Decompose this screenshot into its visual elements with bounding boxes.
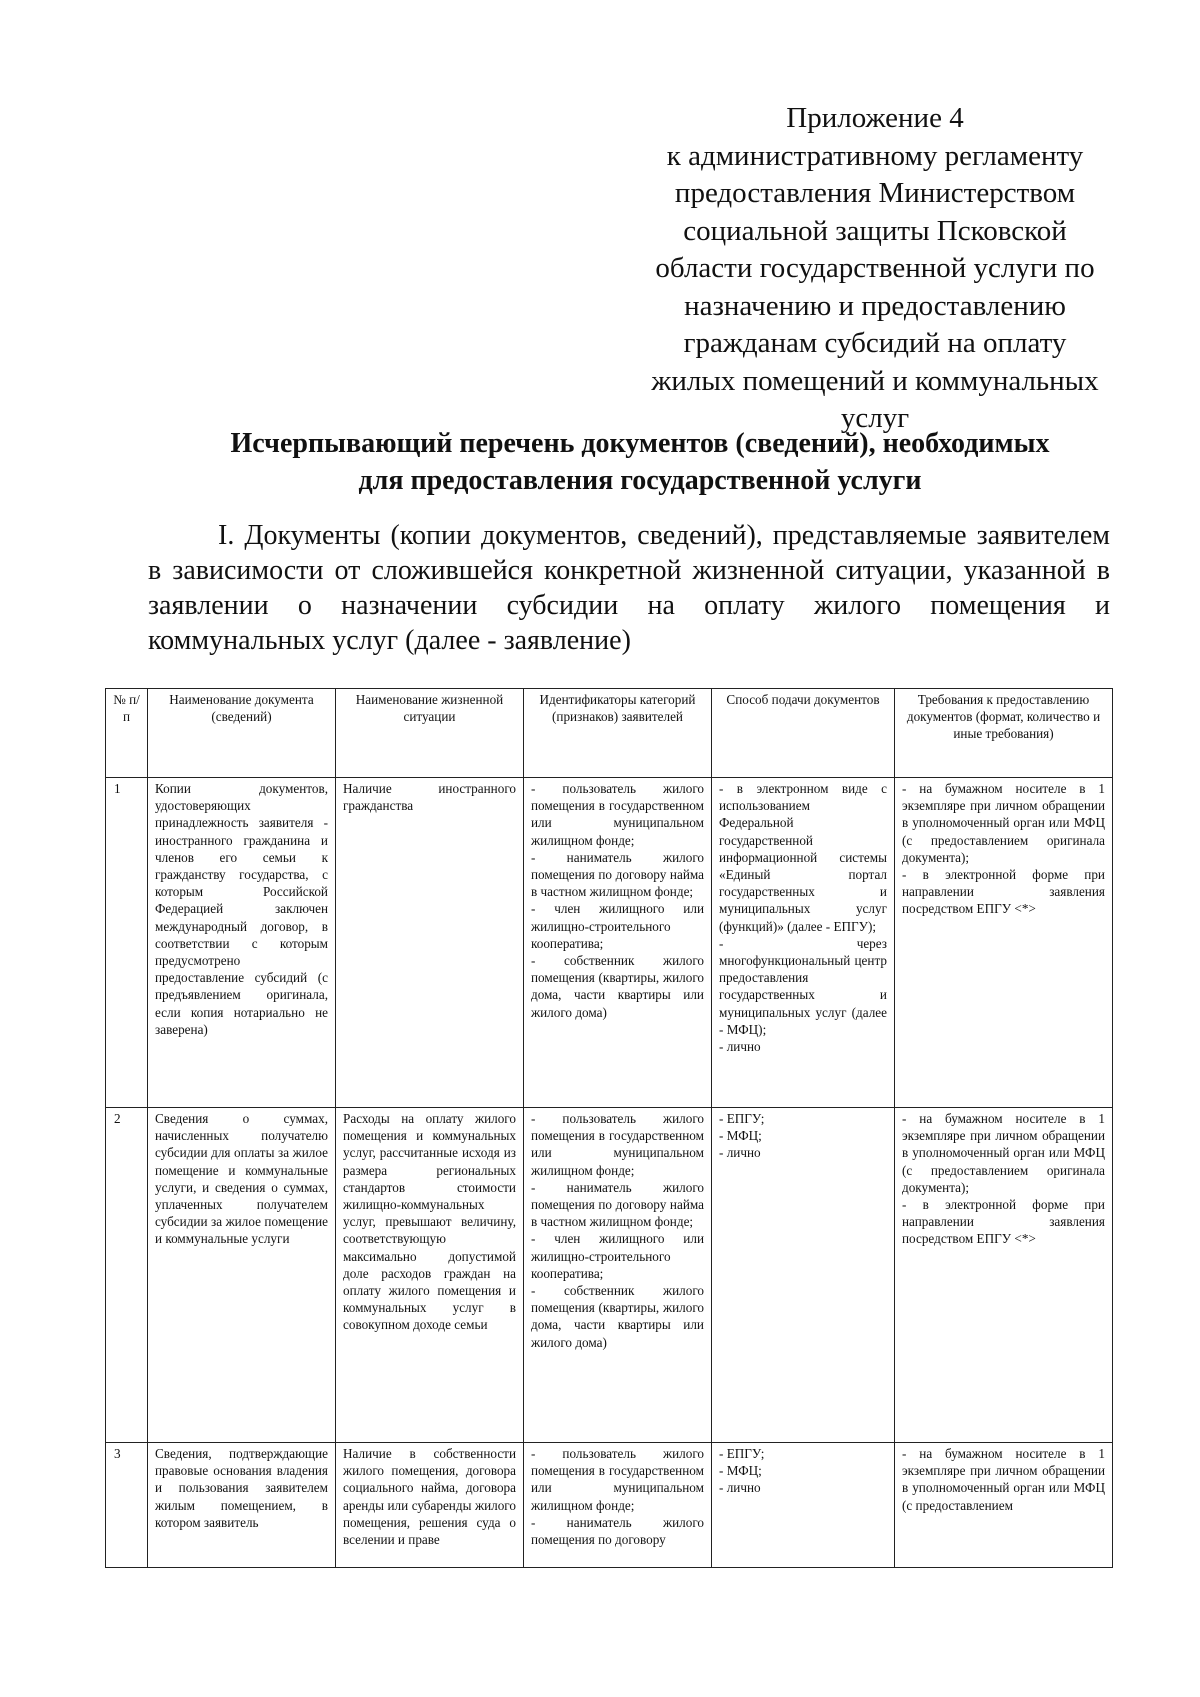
row-num: 3 (106, 1443, 148, 1568)
category-item: - наниматель жилого помещения по договору найма в частном жилищном фонде; (531, 1179, 704, 1230)
appendix-line: области государственной услуги по (655, 252, 1095, 284)
category-item: - член жилищного или жилищно-строительного кооператива; (531, 1231, 704, 1281)
row-requirements (895, 1108, 1113, 1443)
header-document: Наименование документа (сведений) (148, 689, 336, 778)
requirement-item: - на бумажном носителе в 1 экземпляре при личном обращении в уполномоченный орган или МФЦ (с предоставлением оригинала документа); (902, 1111, 1105, 1195)
appendix-line: услуг (840, 402, 910, 434)
header-methods: Способ подачи документов (712, 689, 895, 778)
appendix-line: предоставления Министерством (674, 177, 1076, 209)
row-requirements (895, 778, 1113, 1108)
appendix-block (640, 100, 1110, 438)
requirement-item: - на бумажном носителе в 1 экземпляре при личном обращении в уполномоченный орган или МФЦ (с предоставлением (902, 1446, 1105, 1513)
appendix-line: жилых помещений и коммунальных (651, 364, 1099, 397)
category-item: - пользователь жилого помещения в государственном или муниципальном жилищном фонде; (531, 1446, 704, 1513)
page-title (150, 425, 1130, 499)
row-situation: Наличие в собственности жилого помещения, договора социального найма, договора аренды или субаренды жилого помещения, решения суда о вселении и праве (336, 1443, 524, 1568)
method-item: - лично (719, 1039, 761, 1055)
row-categories (524, 778, 712, 1108)
appendix-line: Приложение 4 (786, 102, 964, 134)
title-line-2: для предоставления государственной услуги (358, 465, 922, 496)
appendix-line: к административному регламенту (666, 139, 1084, 172)
intro-line: заявлении о назначении субсидии на оплату жилого помещения и (148, 590, 1110, 621)
row-situation: Расходы на оплату жилого помещения и коммунальных услуг, рассчитанные исходя из размера региональных стандартов стоимости жилищно-коммунальных услуг, превышают величину, соответствующую максимально допустимой доле расходов граждан на оплату жилого помещения и коммунальных услуг в совокупном доходе семьи (336, 1108, 524, 1443)
category-item: - пользователь жилого помещения в государственном или муниципальном жилищном фонде; (531, 781, 704, 848)
row-requirements (895, 1443, 1113, 1568)
row-document: Сведения, подтверждающие правовые основания владения и пользования заявителем жилым помещением, в котором заявитель (148, 1443, 336, 1568)
section-intro (148, 518, 1110, 658)
row-num: 2 (106, 1108, 148, 1443)
documents-table (105, 688, 1113, 1568)
method-item: - лично (719, 1480, 761, 1496)
table-row (106, 1443, 1113, 1568)
category-item: - пользователь жилого помещения в государственном или муниципальном жилищном фонде; (531, 1111, 704, 1178)
method-item: - лично (719, 1145, 761, 1161)
requirement-item: - на бумажном носителе в 1 экземпляре при личном обращении в уполномоченный орган или МФЦ (с предоставлением оригинала документа); (902, 781, 1105, 865)
method-item: - через многофункциональный центр предоставления государственных и муниципальных услуг (далее - МФЦ); (719, 935, 887, 1037)
row-methods (712, 1443, 895, 1568)
table-row (106, 778, 1113, 1108)
header-num: № п/п (106, 689, 148, 778)
row-categories (524, 1443, 712, 1568)
requirement-item: - в электронной форме при направлении заявления посредством ЕПГУ <*> (902, 867, 1105, 917)
category-item: - собственник жилого помещения (квартиры, жилого дома, части квартиры или жилого дома) (531, 1283, 704, 1350)
category-item: - наниматель жилого помещения по договору (531, 1514, 704, 1548)
row-methods (712, 1108, 895, 1443)
table-header-row (106, 689, 1113, 778)
row-num: 1 (106, 778, 148, 1108)
row-methods (712, 778, 895, 1108)
method-item: - в электронном виде с использованием Федеральной государственной информационной системы «Единый портал государственных и муниципальных услуг (функций)» (далее - ЕПГУ); (719, 781, 887, 934)
row-categories (524, 1108, 712, 1443)
category-item: - наниматель жилого помещения по договору найма в частном жилищном фонде; (531, 849, 704, 900)
header-situation: Наименование жизненной ситуации (336, 689, 524, 778)
appendix-line: социальной защиты Псковской (683, 214, 1067, 247)
appendix-line: назначению и предоставлению (684, 289, 1066, 322)
requirement-item: - в электронной форме при направлении заявления посредством ЕПГУ <*> (902, 1197, 1105, 1247)
title-line-1: Исчерпывающий перечень документов (сведений), необходимых (230, 428, 1050, 459)
method-item: - ЕПГУ; (719, 1111, 765, 1126)
intro-line: I. Документы (копии документов, сведений), представляемые заявителем (218, 520, 1110, 551)
method-item: - ЕПГУ; (719, 1446, 765, 1461)
row-document: Копии документов, удостоверяющих принадлежность заявителя - иностранного гражданина и членов его семьи к гражданству государства, с которым Российской Федерацией заключен международный договор, в соответствии с которым предусмотрено предоставление субсидий (с предъявлением оригинала, если копия нотариально не заверена) (148, 778, 336, 1108)
intro-line: в зависимости от сложившейся конкретной жизненной ситуации, указанной в (148, 555, 1110, 586)
header-categories: Идентификаторы категорий (признаков) заявителей (524, 689, 712, 778)
method-item: - МФЦ; (719, 1463, 762, 1479)
appendix-line: гражданам субсидий на оплату (683, 327, 1067, 359)
method-item: - МФЦ; (719, 1128, 762, 1144)
row-situation: Наличие иностранного гражданства (336, 778, 524, 1108)
category-item: - собственник жилого помещения (квартиры, жилого дома, части квартиры или жилого дома) (531, 953, 704, 1020)
table-row (106, 1108, 1113, 1443)
header-requirements: Требования к предоставлению документов (формат, количество и иные требования) (895, 689, 1113, 778)
intro-line: коммунальных услуг (далее - заявление) (148, 625, 631, 656)
category-item: - член жилищного или жилищно-строительного кооператива; (531, 901, 704, 951)
row-document: Сведения о суммах, начисленных получателю субсидии для оплаты за жилое помещение и коммунальные услуги, и сведения о суммах, уплаченных получателем субсидии за жилое помещение и коммунальные услуги (148, 1108, 336, 1443)
